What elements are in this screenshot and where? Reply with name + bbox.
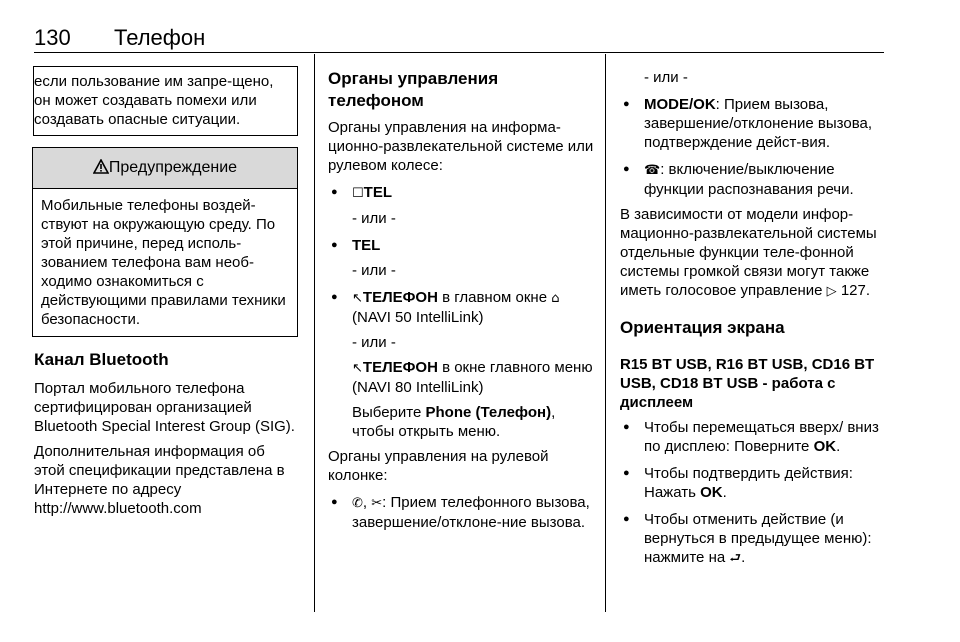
intro-text: если пользование им запре-щено, он может создавать помехи или создавать опасные ситуации. bbox=[34, 73, 274, 128]
select-instruction: Выберите Phone (Телефон), чтобы открыть меню. bbox=[352, 404, 556, 440]
intro-box bbox=[33, 66, 298, 136]
home-icon: ⌂ bbox=[551, 291, 560, 306]
list-item-answer: ● ✆, ✂: Прием телефонного вызова, завершение/отклоне-ние вызова. bbox=[328, 493, 594, 532]
list-item-cancel: ● Чтобы отменить действие (и вернуться в предыдущее меню): нажмите на ⮐. bbox=[620, 510, 888, 568]
list-item-phone-menu: ↖ТЕЛЕФОН в окне главного меню (NAVI 80 IntelliLink) bbox=[352, 359, 593, 396]
bluetooth-paragraph-2: Дополнительная информация об этой спецификации представлена в Интернете по адресу http://www.bluetooth.com bbox=[34, 443, 285, 517]
bluetooth-heading: Канал Bluetooth bbox=[34, 350, 169, 369]
steering-paragraph: Органы управления на рулевой колонке: bbox=[328, 448, 549, 484]
page-header bbox=[34, 24, 884, 53]
page-reference-icon: ▷ bbox=[826, 284, 837, 299]
column-3 bbox=[620, 68, 888, 568]
phone-handset-icon: ↖ bbox=[352, 291, 363, 306]
list-item-scroll: ● Чтобы перемещаться вверх/ вниз по дисплею: Поверните OK. bbox=[620, 418, 888, 456]
column-divider-2 bbox=[605, 54, 606, 612]
list-item-confirm: ● Чтобы подтвердить действия: Нажать OK. bbox=[620, 464, 888, 502]
phone-handset-icon: ↖ bbox=[352, 361, 363, 376]
list-item-phone-main: ● ↖ТЕЛЕФОН в главном окне ⌂ (NAVI 50 IntelliLink) bbox=[328, 288, 594, 327]
bluetooth-paragraph-1: Портал мобильного телефона сертифицирован организацией Bluetooth Special Interest Group (SIG). bbox=[34, 380, 295, 435]
warning-triangle-icon bbox=[93, 159, 109, 174]
phone-screen-icon: ☐ bbox=[352, 186, 364, 201]
voice-recognition-icon: ☎ bbox=[644, 163, 661, 178]
list-item-voice: ● ☎: включение/выключение функции распознавания речи. bbox=[620, 160, 888, 199]
call-end-icon: ✂ bbox=[371, 496, 383, 511]
model-subheading: R15 BT USB, R16 BT USB, CD16 BT USB, CD18 BT USB - работа с дисплеем bbox=[620, 356, 875, 411]
orientation-heading: Ориентация экрана bbox=[620, 318, 785, 337]
chapter-title: Телефон bbox=[114, 25, 206, 50]
list-item-tel-2: ● TEL bbox=[328, 236, 594, 255]
controls-paragraph: Органы управления на информа-ционно-развлекательной системе или рулевом колесе: bbox=[328, 119, 594, 174]
column-1 bbox=[34, 66, 298, 518]
or-separator: - или - bbox=[644, 69, 688, 86]
column-divider-1 bbox=[314, 54, 315, 612]
or-separator: - или - bbox=[352, 210, 396, 227]
warning-text: Мобильные телефоны воздей-ствуют на окружающую среду. По этой причине, перед исполь-зованием телефона вам необ-ходимо ознакомиться с действующими правилами техники безопасности. bbox=[41, 197, 286, 328]
warning-box bbox=[32, 147, 298, 337]
voice-control-paragraph: В зависимости от модели инфор-мационно-развлекательной системы отдельные функции теле-фонной системы громкой связи могут также иметь голосовое управление ▷ 127. bbox=[620, 206, 877, 299]
warning-header bbox=[33, 148, 297, 189]
or-separator: - или - bbox=[352, 262, 396, 279]
back-arrow-icon: ⮐ bbox=[729, 551, 742, 566]
list-item-tel-1: ● ☐TEL bbox=[328, 183, 594, 203]
or-separator: - или - bbox=[352, 334, 396, 351]
column-2 bbox=[328, 68, 594, 532]
page-number: 130 bbox=[34, 25, 71, 50]
warning-title: Предупреждение bbox=[108, 159, 238, 176]
controls-heading: Органы управления телефоном bbox=[328, 69, 499, 110]
call-answer-icon: ✆ bbox=[352, 496, 363, 511]
list-item-mode-ok: ● MODE/OK: Прием вызова, завершение/отклонение вызова, подтверждение дейст-вия. bbox=[620, 95, 888, 152]
